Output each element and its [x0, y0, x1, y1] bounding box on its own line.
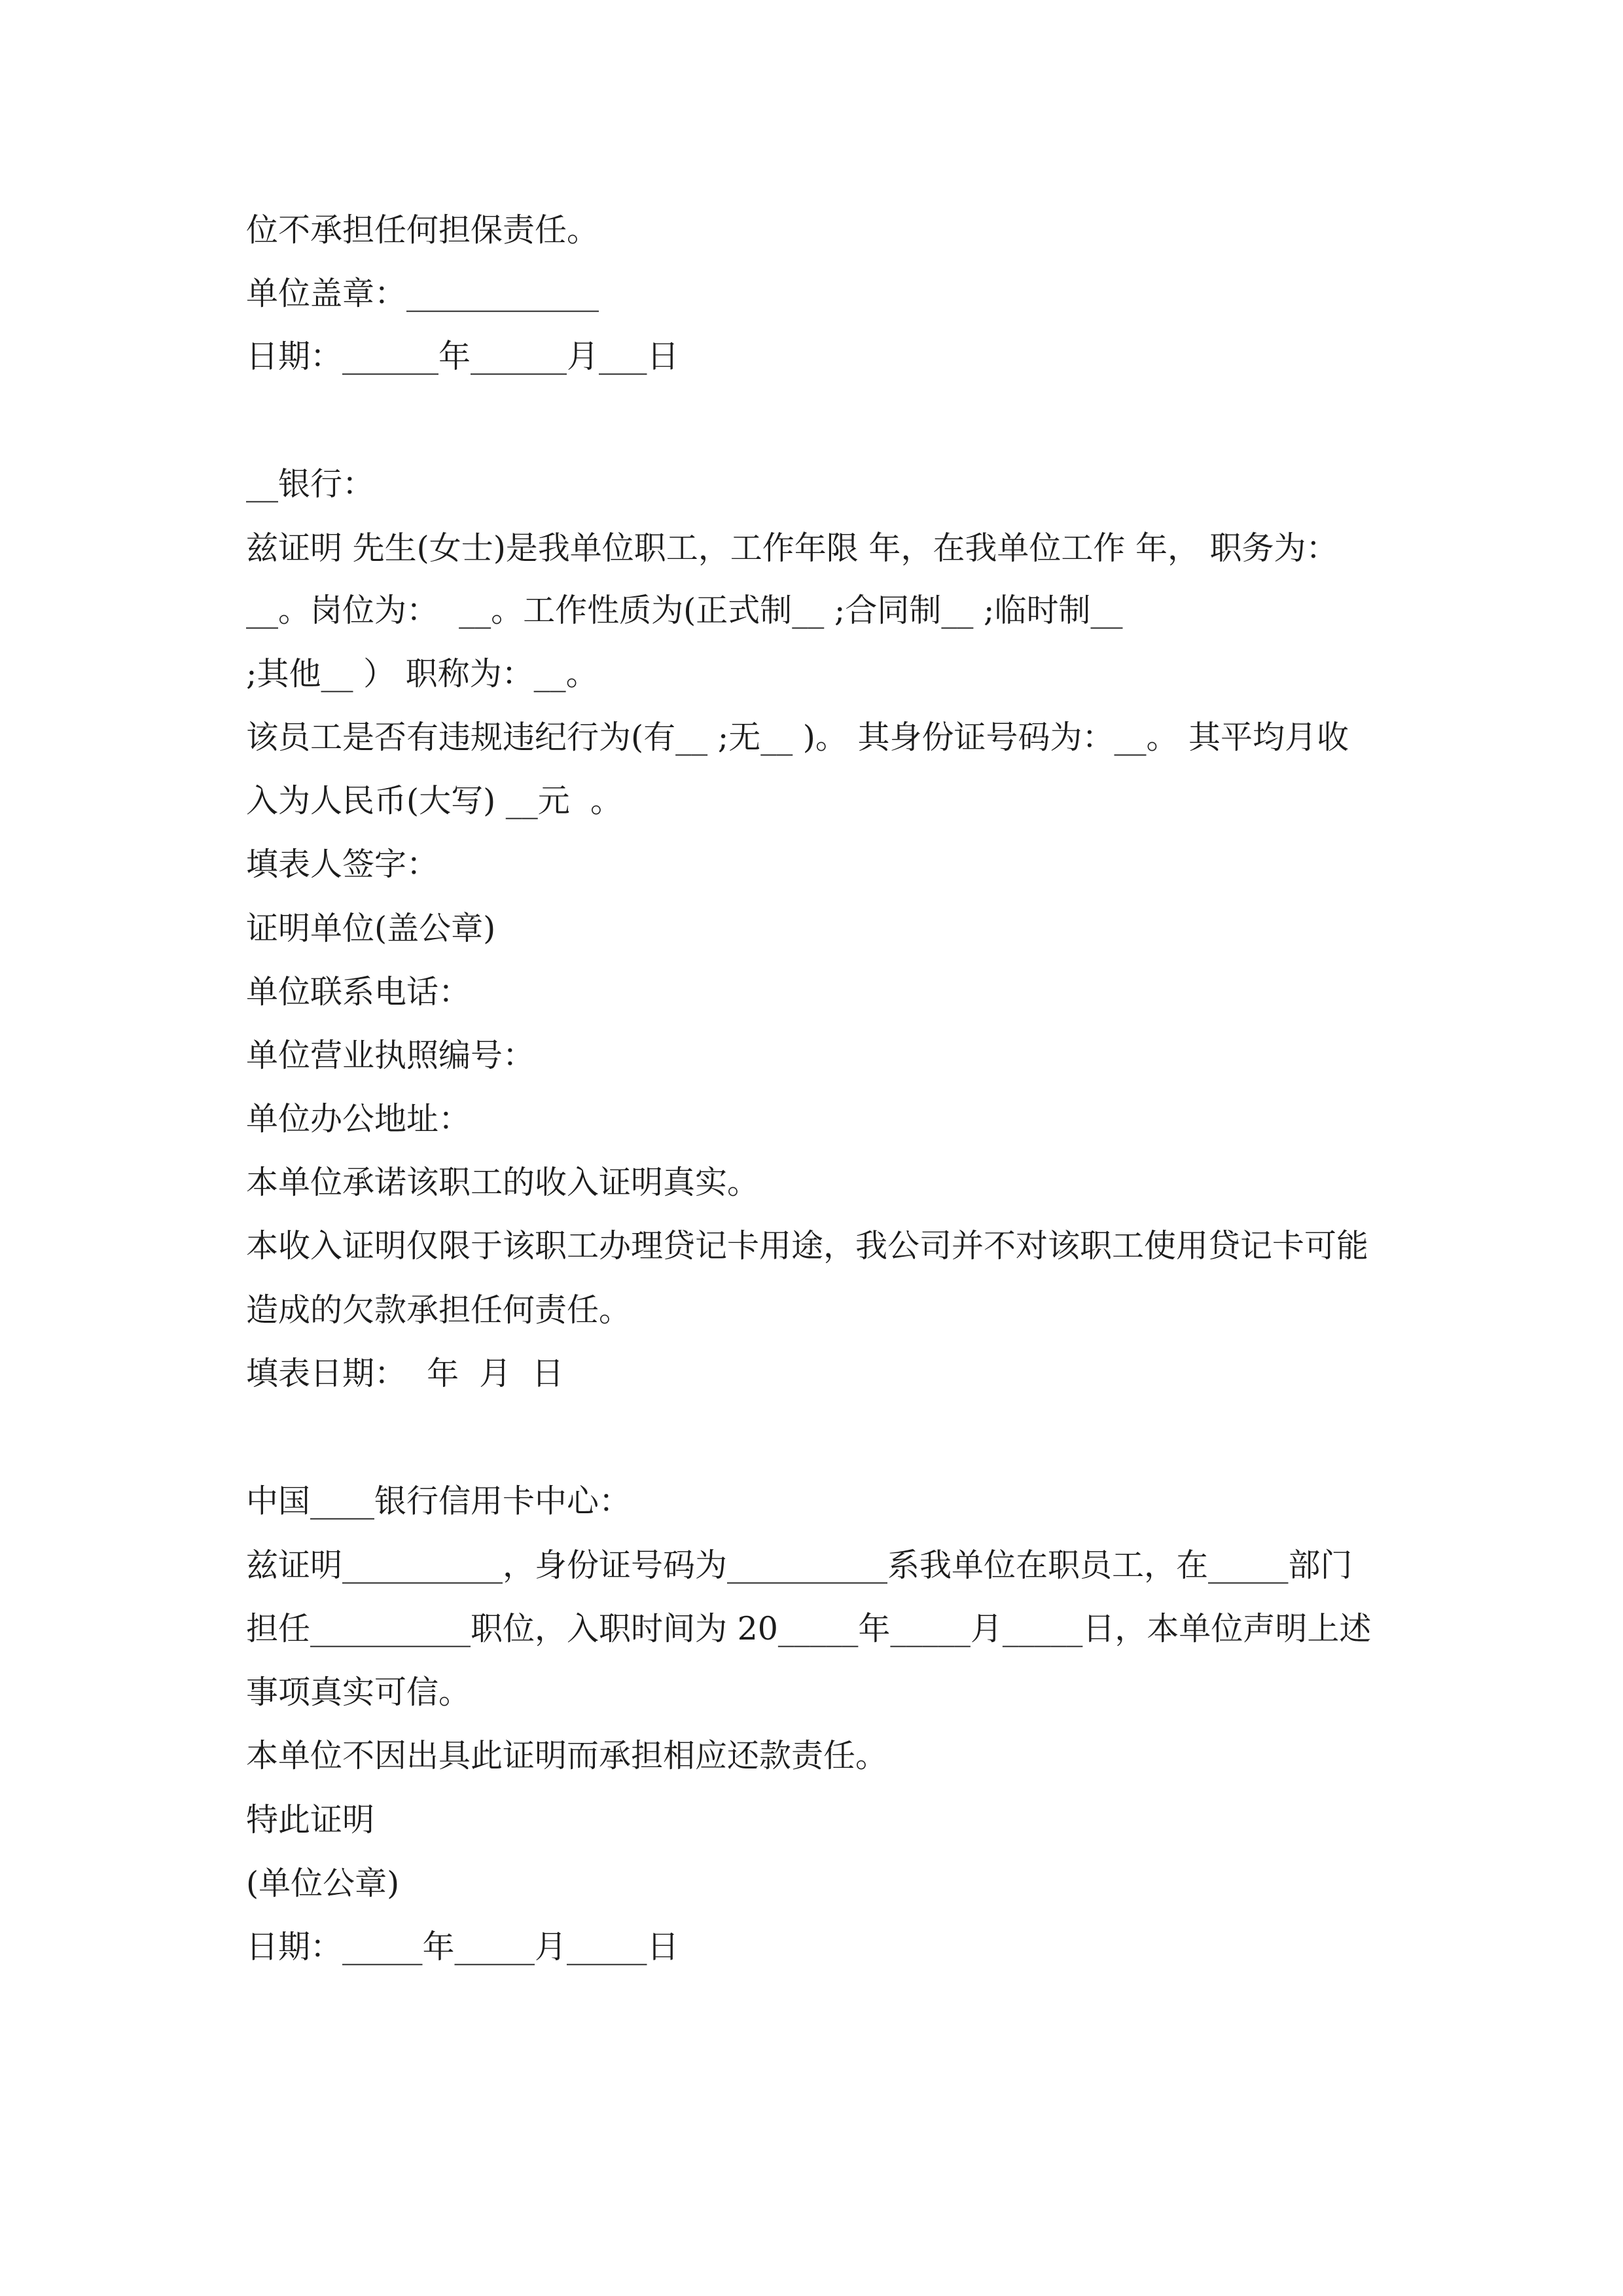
text-line: 位不承担任何担保责任。 — [246, 211, 599, 249]
unit-phone-label: 单位联系电话： — [246, 973, 471, 1011]
certifying-unit-label: 证明单位(盖公章) — [246, 910, 496, 947]
text-line: 本单位承诺该职工的收入证明真实。 — [246, 1164, 760, 1201]
hereby-certify-line: 特此证明 — [246, 1801, 375, 1839]
form-filler-signature-label: 填表人签字： — [246, 846, 439, 883]
date-line: 日期：_____年_____月_____日 — [246, 1928, 679, 1965]
credit-card-center-salutation: 中国____银行信用卡中心： — [246, 1482, 632, 1520]
office-address-label: 单位办公地址： — [246, 1100, 471, 1138]
text-line: 该员工是否有违规违纪行为(有__ ;无__ )。 其身份证号码为：__。 其平均月收 — [246, 719, 1349, 756]
business-license-label: 单位营业执照编号： — [246, 1037, 535, 1074]
text-line: 入为人民币(大写) __元 。 — [246, 782, 622, 819]
text-line: 担任__________职位，入职时间为 20_____年_____月_____日，本单位声明上述 — [246, 1610, 1372, 1647]
text-line: 造成的欠款承担任何责任。 — [246, 1291, 632, 1329]
fill-date-line: 填表日期： 年 月 日 — [246, 1355, 564, 1392]
text-line: 兹证明 先生(女士)是我单位职工，工作年限 年，在我单位工作 年， 职务为： — [246, 529, 1338, 567]
text-line: __。岗位为： __。工作性质为(正式制__ ;合同制__ ;临时制__ — [246, 592, 1123, 629]
text-line: 事项真实可信。 — [246, 1674, 471, 1711]
date-line: 日期：______年______月___日 — [246, 338, 679, 375]
unit-seal-label: (单位公章) — [246, 1865, 400, 1902]
text-line: 本单位不因出具此证明而承担相应还款责任。 — [246, 1737, 888, 1774]
bank-salutation: __银行： — [246, 465, 375, 503]
text-line: 本收入证明仅限于该职工办理贷记卡用途，我公司并不对该职工使用贷记卡可能 — [246, 1227, 1369, 1265]
text-line: 兹证明__________，身份证号码为__________系我单位在职员工，在_____部门 — [246, 1547, 1353, 1584]
unit-seal-line: 单位盖章：____________ — [246, 275, 599, 312]
text-line: ;其他__ ） 职称为：__。 — [246, 655, 598, 692]
